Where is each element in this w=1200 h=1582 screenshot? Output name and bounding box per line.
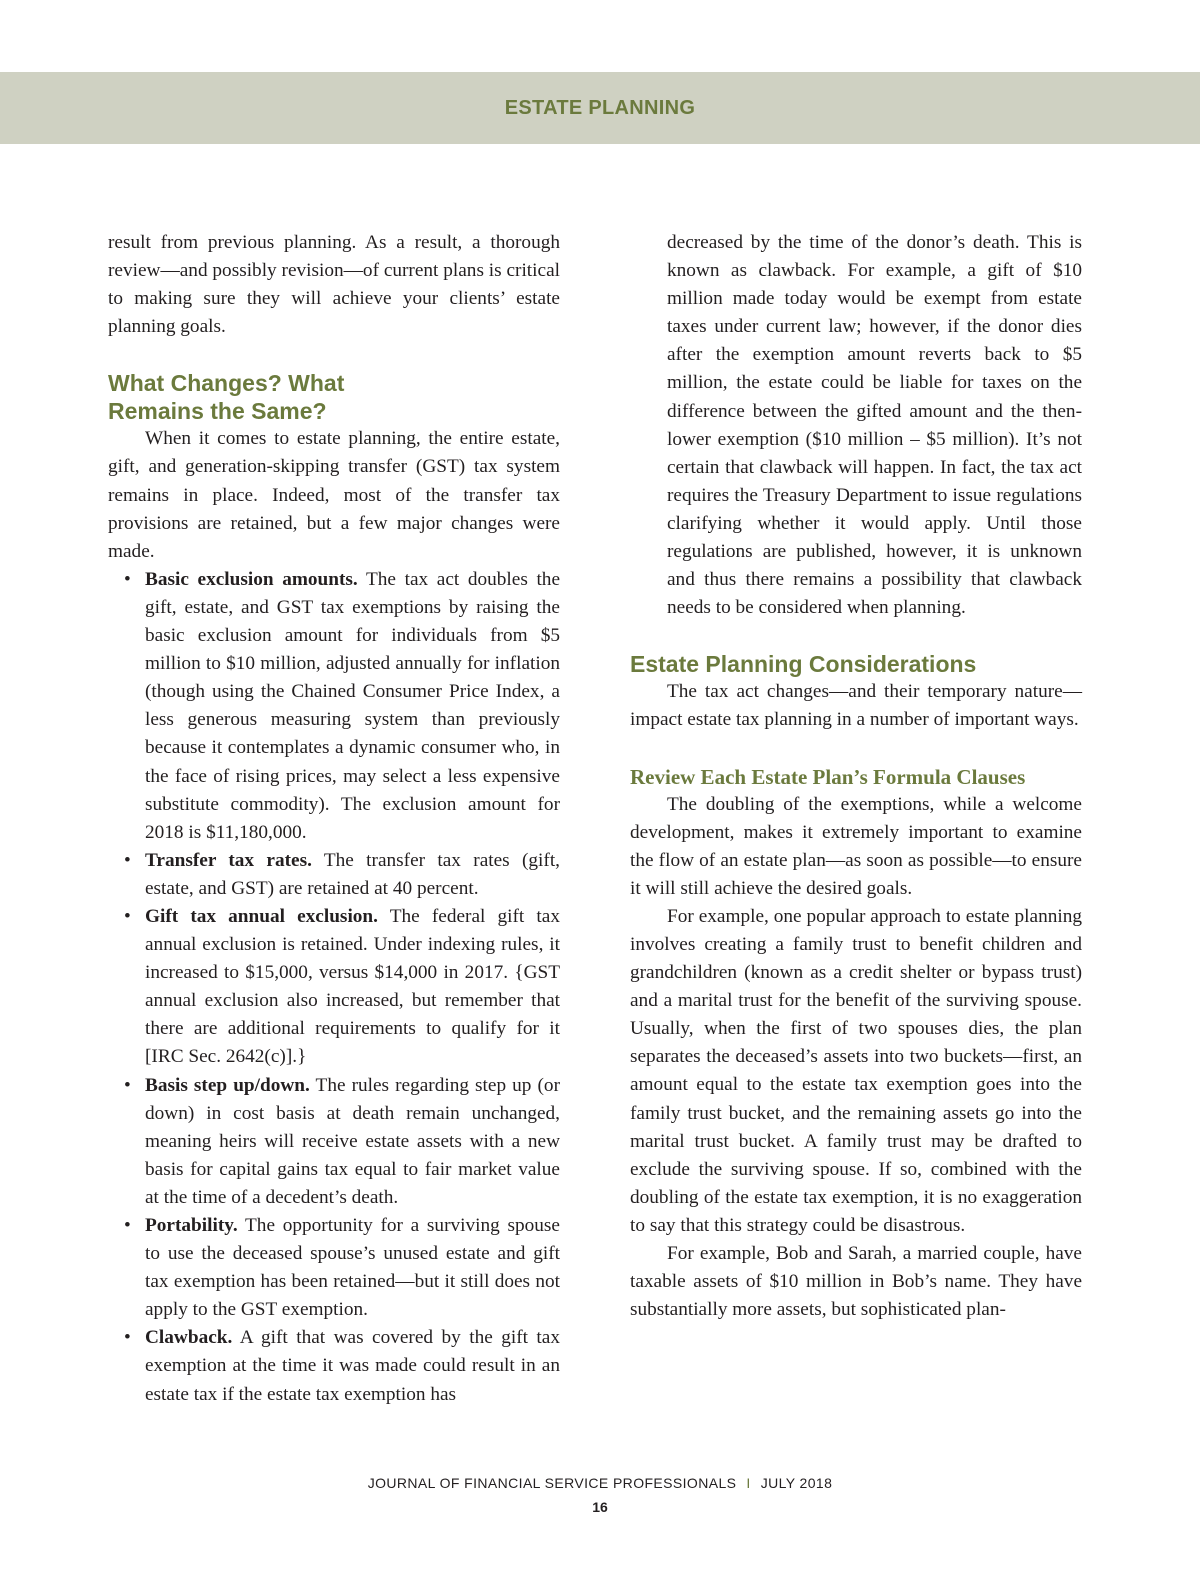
list-item [108, 566, 560, 847]
bullet-term: Basic exclusion amounts. [145, 568, 358, 590]
bullet-icon: • [124, 849, 131, 871]
bullet-text: The opportunity for a surviving spouse to use the deceased spouse’s unused estate and gift tax exemption has been retained—but it still does not apply to the GST exemption. [145, 1215, 560, 1321]
list-item [108, 847, 560, 903]
bullet-term: Portability. [145, 1215, 238, 1236]
bullet-text: The rules regarding step up (or down) in cost basis at death remain unchanged, meaning heirs will receive estate assets with a new basis for capital gains tax equal to fair market value at the time of a decedent’s death. [145, 1074, 560, 1208]
list-item [108, 1324, 560, 1408]
bullet-icon: • [124, 905, 131, 927]
bullet-term: Basis step up/down. [145, 1074, 310, 1096]
left-column [108, 229, 560, 1409]
section-header-band [0, 72, 1200, 144]
heading-line-2: Remains the Same? [108, 398, 327, 425]
subheading-formula-clauses: Review Each Estate Plan’s Formula Clauses [630, 764, 1026, 789]
bullet-icon: • [124, 1215, 131, 1236]
issue-date: JULY 2018 [760, 1475, 833, 1491]
bullet-icon: • [124, 1327, 131, 1349]
bullet-text: A gift that was covered by the gift tax exemption at the time it was made could result in an estate tax if the estate tax exemption has [145, 1327, 560, 1405]
right-column [630, 229, 1082, 1324]
heading-line-1: What Changes? What [108, 370, 345, 397]
page-number: 16 [592, 1499, 608, 1515]
paragraph-transfer-system: When it comes to estate planning, the entire estate, gift, and generation-skipping transfer (GST) tax system remains in place. Indeed, most of the transfer tax provisions are retained, but a few major changes were made. [108, 428, 560, 562]
bullet-term: Gift tax annual exclusion. [145, 905, 378, 927]
heading-what-changes [108, 369, 560, 425]
bullet-icon: • [124, 1074, 131, 1096]
bullet-text: The transfer tax rates (gift, estate, and GST) are retained at 40 percent. [145, 849, 561, 899]
footer-separator: I [746, 1475, 751, 1491]
paragraph-family-trust: For example, one popular approach to estate planning involves creating a family trust to benefit children and grandchildren (known as a credit shelter or bypass trust) and a marital trust for the benefit of the surviving spouse. Usually, when the first of two spouses dies, the plan separates the deceased’s assets into two buckets—first, an amount equal to the estate tax exemption goes into the family trust bucket, and the remaining assets go into the marital trust bucket. A family trust may be drafted to exclude the surviving spouse. If so, combined with the doubling of the estate tax exemption, it is no exaggeration to say that this strategy could be disastrous. [630, 905, 1082, 1236]
bullet-icon: • [124, 568, 131, 590]
clawback-continuation: decreased by the time of the donor’s death. This is known as clawback. For example, a gift of $10 million made today would be exempt from estate taxes under current law; however, if the donor dies after the exemption amount reverts back to $5 million, the estate could be liable for taxes on the difference between the gifted amount and the then-lower exemption ($10 million – $5 million). It’s not certain that clawback will happen. In fact, the tax act requires the Treasury Department to issue regulations clarifying whether it would apply. Until those regulations are published, however, it is unknown and thus there remains a possibility that clawback needs to be considered when planning. [667, 232, 1082, 619]
bullet-text: The federal gift tax annual exclusion is retained. Under indexing rules, it increased to $15,000, versus $14,000 in 2017. {GST annual exclusion also increased, but remember that there are additional requirements to qualify for it [IRC Sec. 2642(c)].} [145, 905, 560, 1068]
changes-list [108, 566, 560, 1409]
list-item [108, 903, 560, 1072]
footer-journal-line [0, 1475, 1200, 1491]
list-item [108, 1212, 560, 1324]
bullet-term: Transfer tax rates. [145, 849, 312, 871]
paragraph-tax-act-changes: The tax act changes—and their temporary nature—impact estate tax planning in a number of important ways. [630, 681, 1082, 731]
journal-name: JOURNAL OF FINANCIAL SERVICE PROFESSIONALS [367, 1475, 737, 1491]
paragraph-doubling-exemptions: The doubling of the exemptions, while a welcome development, makes it extremely important to examine the flow of an estate plan—as soon as possible—to ensure it will still achieve the desired goals. [630, 793, 1082, 899]
heading-estate-planning-considerations: Estate Planning Considerations [630, 651, 977, 678]
list-item [108, 1072, 560, 1212]
bullet-text: The tax act doubles the gift, estate, and GST tax exemptions by raising the basic exclusion amount for individuals from $5 million to $10 million, adjusted annually for inflation (though using the Chained Consumer Price Index, a less generous measuring system than previously because it contemplates a dynamic consumer who, in the face of rising prices, may select a less expensive substitute commodity). The exclusion amount for 2018 is $11,180,000. [145, 568, 561, 843]
intro-paragraph: result from previous planning. As a result, a thorough review—and possibly revision—of current plans is critical to making sure they will achieve your clients’ estate planning goals. [108, 232, 560, 338]
bullet-term: Clawback. [145, 1327, 233, 1349]
section-title: ESTATE PLANNING [504, 96, 696, 119]
paragraph-bob-and-sarah: For example, Bob and Sarah, a married couple, have taxable assets of $10 million in Bob’s name. They have substantially more assets, but sophisticated plan- [630, 1243, 1082, 1321]
